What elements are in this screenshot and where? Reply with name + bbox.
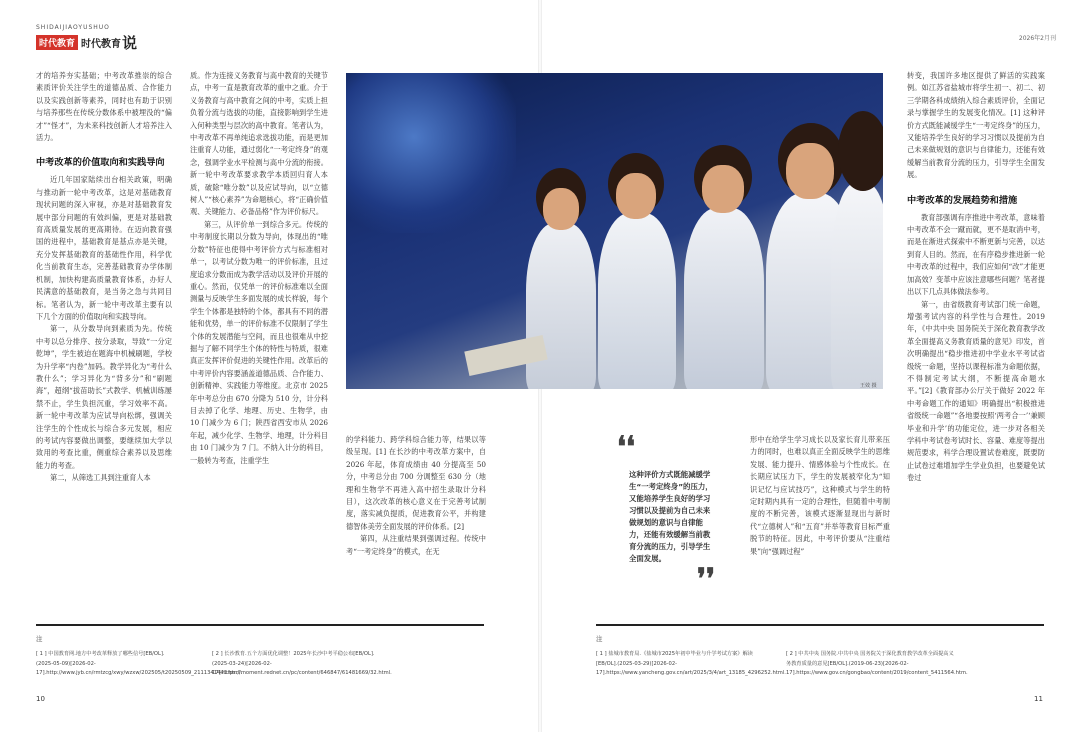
paragraph: 的学科能力、跨学科综合能力等，结果以等级呈现。[1] 在长沙的中考改革方案中，自 2026 年起，体育成绩由 40 分提高至 50 分，中考总分由 700 分调整至 630 分（地理和生物学不再进入高中招生录取计分科目），这次改革的核心意义在于完善考试制度，落实减负提质，促进教育公平，并构建德智体美劳全面发展的评价体系。[2]: [346, 435, 486, 531]
footnote-rule: [596, 624, 1044, 626]
footnote-2: [ 2 ] 中共中央 国务院.中共中央 国务院关于深化教育教学改革全面提高义务教育质量的意见[EB/OL].(2019-06-23)[2026-02-17].https://www.gov.cn/gongbao/content/2019/content_5411564.htm.: [786, 651, 968, 676]
issue-date: 2026年2月刊: [1018, 35, 1056, 42]
paragraph: 教育部强调有序推进中考改革，意味着中考改革不会一蹴而就，更不是取消中考，而是在渐进式探索中不断更新与完善，以达到育人目的。然而，在有序稳步推进新一轮中考改革的过程中，我们应如何“改”才能更加高效？变革中应该注意哪些问题？笔者提出以下几点具体做法参考。: [907, 212, 1045, 297]
article-column-3: [346, 434, 486, 558]
open-quote-icon: ❛❛: [617, 430, 636, 463]
photo-credit: 王效 摄: [860, 383, 877, 389]
footnote-2: [ 2 ] 长沙教育.五个方面优化调整！2025年长沙中考平稳公布[EB/OL].(2025-03-24)[2026-02-17].https://moment.rednet.cn/pc/content/646847/61481669/32.html.: [212, 651, 392, 676]
paragraph: 才的培养夯实基础；中考改革推崇的综合素质评价关注学生的道德品质、合作能力以及实践创新等素养，同时也有助于识别与培养那些在传统分数体系中被埋没的“偏才”“怪才”，为未来科技创新人才培养注入活力。: [36, 71, 172, 143]
paragraph: 转变，我国许多地区提供了鲜活的实践案例。如江苏省盐城市将学生初一、初二、初三学期各科成绩纳入综合素质评价，全面记录与掌握学生的发展变化情况。[1] 这种评价方式既能减缓学生“一考定终身”的压力，又能培养学生良好的学习习惯以及提前为自己未来做规划的意识与自律能力，还能有效缓解当前教育分流的压力，引导学生全面发展。: [907, 71, 1045, 180]
paragraph: 第二，从筛选工具到注重育人本: [50, 473, 151, 483]
logo-title: 时代教育: [81, 39, 122, 50]
footnote-label: 注: [36, 635, 43, 643]
paragraph: 第一，从分数导向到素质为先。传统中考以总分排序、按分录取，导致“一分定乾坤”，学生被迫在题海中机械刷题，学校为升学率“内卷”加码。教学异化为“考什么教什么”；学习异化为“背多分”和“刷题海”，超纲“拔苗助长”式教学、机械训练屡禁不止，学生负担沉重，学习效率不高。新一轮中考改革为应试导向松绑，强调关注学生的个性成长与综合多元发展，相应的考试内容要做出调整，要继续加大学以致用的考查比重，侧重综合素养以及思维能力的考查。: [36, 324, 172, 470]
pull-quote: [617, 430, 715, 595]
article-column-4: [750, 434, 890, 558]
article-photo: [346, 73, 883, 389]
paragraph: 第三，从评价单一到综合多元。传统的中考制度长期以分数为导向，体现出的“唯分数”特征也使得中考评价方式与标准相对单一，以考试分数为唯一的评价标准，且过度追求分数而成为教学活动以及评价开展的重心。然而，仅凭单一的评价标准难以全面测量与反映学生多面发展的成长样貌，每个学生个体都是独特的个体，都具有不同的潜能和优势，单一的评价标准不仅限制了学生个体的发展潜能与空间，而且也很难从中挖掘与了解不同学生个体的特性与特质，很难真正发挥评价促进的关键性作用。改革后的中考评价内容要涵盖道德品质、合作能力、创新精神、实践能力等维度。北京市 2025 年中考总分由 670 分降为 510 分，计分科目去掉了化学、地理、历史、生物学，由 10 门减少为 6 门；陕西省西安市从 2026 年起，减少化学、生物学、地理，计分科目由 10 门减少为 7 门。不纳入计分的科目，一般转为考查，注重学生: [190, 219, 328, 465]
student-figure: [598, 213, 676, 389]
page-number-left: 10: [36, 695, 45, 703]
footnote-rule: [36, 624, 484, 626]
paragraph: 第一，由省级教育考试部门统一命题，增强考试内容的科学性与合理性。2019年，《中共中央 国务院关于深化教育教学改革全面提高义务教育质量的意见》印发，首次明确提出“稳步推进初中学业水平考试省级统一命题，坚持以课程标准为命题依据，不得制定考试大纲，不断提高命题水平。”[2]《教育部办公厅关于做好 2022 年中考命题工作的通知》明确提出“积极推进省级统一命题”“各地要按照‘两考合一’‘兼顾毕业和升学’的功能定位，进一步对各相关学科中考试卷考试时长、容量、难度等提出规范要求，科学合理设置试卷难度，既要防止试卷过难增加学生学业负担，也要避免试卷过: [907, 299, 1045, 483]
logo-red-badge: 时代教育: [36, 35, 78, 50]
logo-mark: 说: [122, 34, 138, 52]
student-figure: [526, 223, 596, 389]
section-heading: 中考改革的发展趋势和措施: [907, 194, 1018, 206]
paragraph: 第四，从注重结果到强调过程。传统中考“一考定终身”的模式，在无: [346, 534, 486, 556]
article-column-1: [36, 70, 172, 485]
paragraph: 质。作为连接义务教育与高中教育的关键节点，中考一直是教育改革的重中之重。介于义务教育与高中教育之间的中考，实质上担负着分流与选拔的功能，直接影响到学生进入何种类型与层次的高中教育。笔者认为，中考改革不再单纯追求选拔功能，而是更加注重育人功能，通过弱化“一考定终身”的观念，强调学业水平检测与高中分流的衔接。新一轮中考改革要求教学本质回归育人本质，破除“唯分数”以及应试导向，以“立德树人”“核心素养”为命题核心，将“正确价值观、关键能力、必备品格”作为评价标尺。: [190, 71, 328, 217]
logo-pinyin: SHIDAIJIAOYUSHUO: [36, 24, 110, 31]
paragraph: 近几年国家陆续出台相关政策，明确与推动新一轮中考改革，这是对基础教育现状问题的深入审视，亦是对基础教育发展中部分问题的有效纠偏，更是对基础教育高质量发展的更高期待。在迈向教育强国的进程中，基础教育是基点亦是关键，充分发挥基础教育的基础性作用，科学优化当前教育生态，完善基础教育办学体制机制，加快构建高质量教育体系，办好人民满意的基础教育，是当务之急与共同目标。笔者认为，新一轮中考改革主要有以下几个方面的价值取向和实践导向。: [36, 175, 172, 321]
article-column-5: [907, 70, 1045, 485]
magazine-logo: [36, 24, 137, 53]
footnote-1: [ 1 ] 盐城市教育局.《盐城市2025年初中毕业与升学考试方案》解读[EB/OL].(2025-03-29)[2026-02-17].https://www.yancheng.gov.cn/art/2025/3/4/art_13185_4296252.html.: [596, 651, 786, 676]
stage-light: [346, 73, 516, 233]
footnote-label: 注: [596, 635, 603, 643]
student-figure: [831, 183, 883, 389]
footnote-1: [ 1 ] 中国教育网.地方中考改革释放了哪些信号[EB/OL].(2025-05-09)[2026-02-17].http://www.jyb.cn/rmtzcg/xwy/wzxw/202505/t20250509_2111341441.html.: [36, 651, 243, 676]
article-column-2: [190, 70, 328, 467]
section-heading: 中考改革的价值取向和实践导向: [36, 157, 165, 169]
paragraph: 形中在给学生学习成长以及家长育儿带来压力的同时，也难以真正全面反映学生的思维发展、能力提升、情感体验与个性成长。在长期应试压力下，学生的发展被窄化为“知识记忆与应试技巧”，这种模式与学生的特定时期内具有一定的合理性，但随着中考制度的不断完善，该模式逐渐显现出与新时代“立德树人”和“五育”并举等教育目标严重脱节的特征。因此，中考评价要从“注重结果”向“强调过程”: [750, 435, 890, 556]
page-number-right: 11: [1034, 695, 1043, 703]
student-figure: [684, 208, 764, 389]
pull-quote-text: 这种评价方式既能减缓学生“一考定终身”的压力，又能培养学生良好的学习习惯以及提前为自己未来做规划的意识与自律能力，还能有效缓解当前教育分流的压力，引导学生全面发展。: [629, 470, 713, 563]
close-quote-icon: ❜❜: [696, 562, 715, 595]
